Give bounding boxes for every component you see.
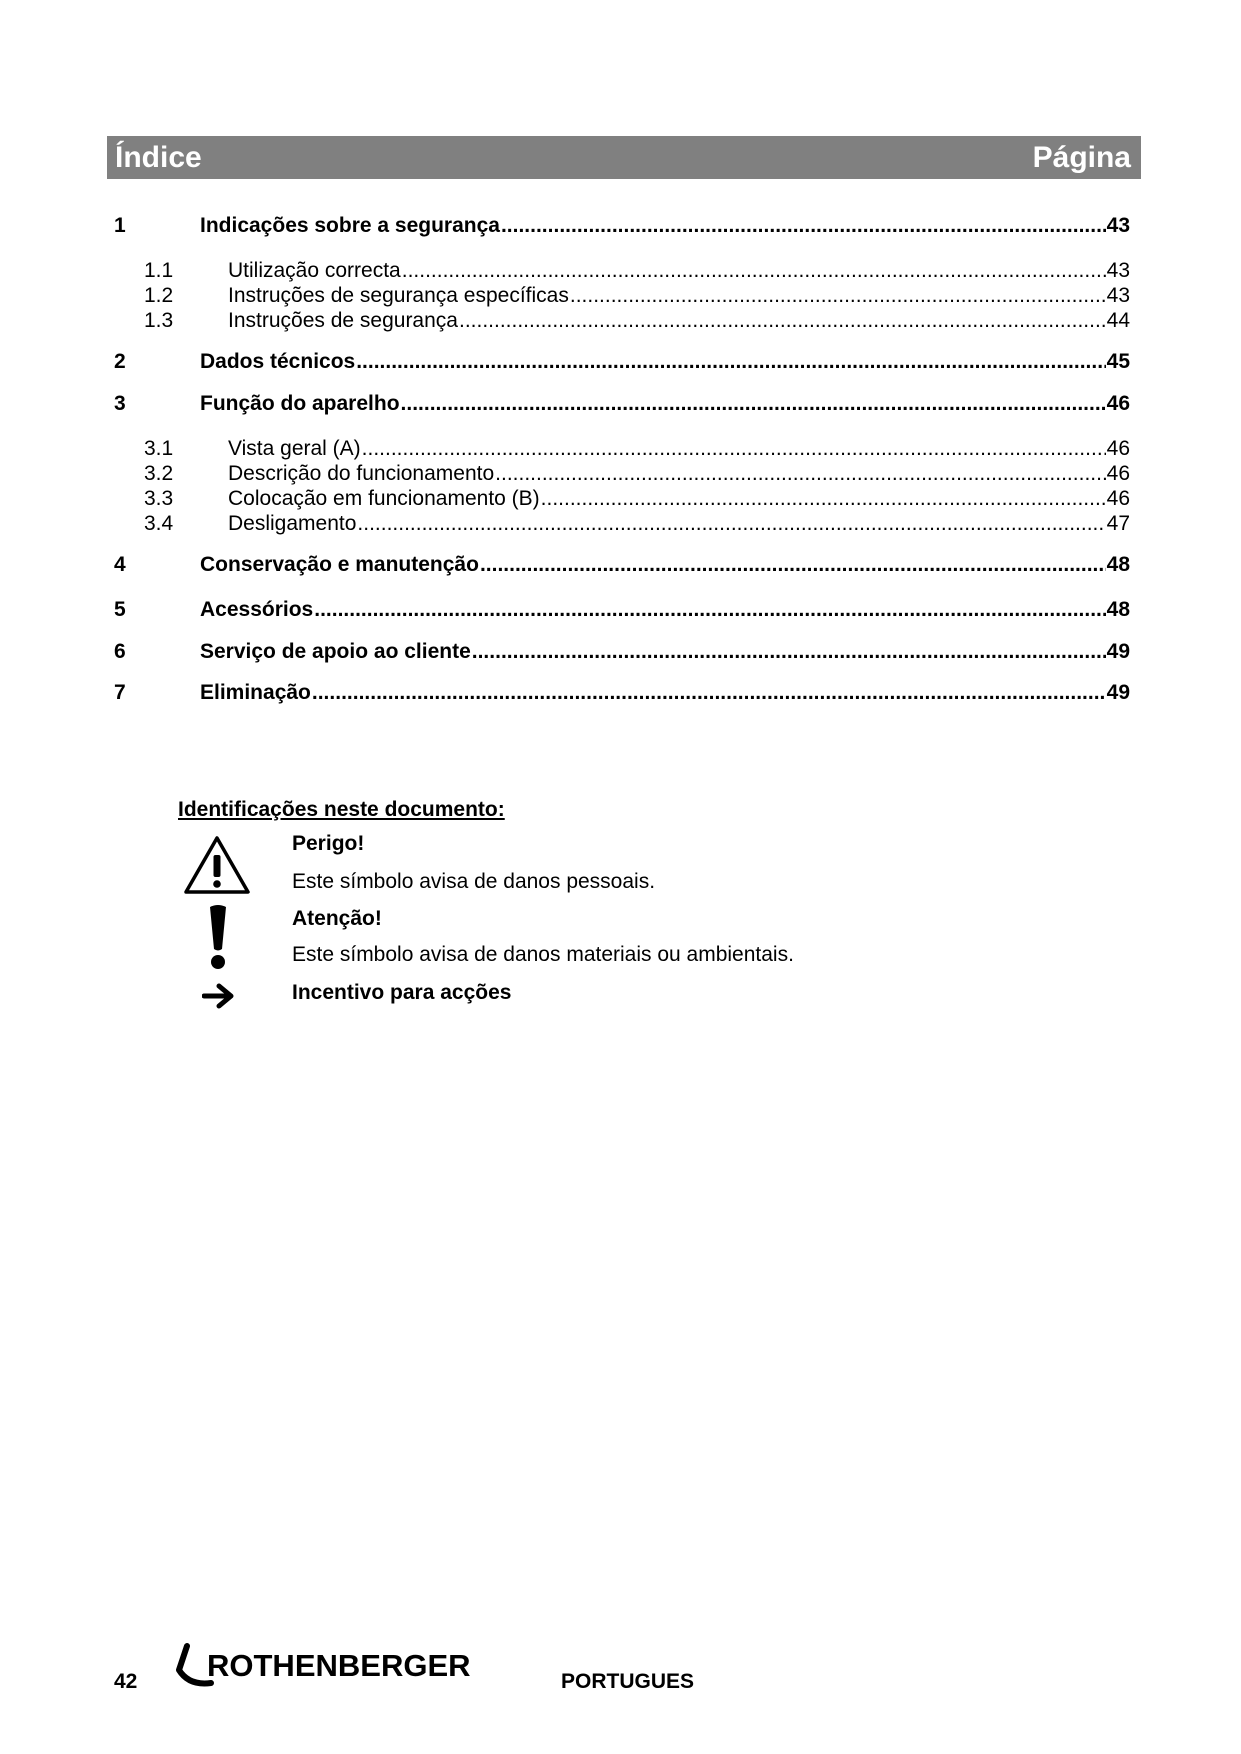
toc-number: 3.4 [144, 512, 174, 535]
toc-leader-dots [495, 461, 1105, 487]
toc-number: 4 [114, 553, 126, 576]
toc-title: Instruções de segurança [228, 309, 458, 332]
index-header-bar [107, 136, 1141, 179]
toc-number: 3.1 [144, 437, 174, 460]
legend-heading: Identificações neste documento: [178, 798, 505, 821]
toc-entry-2[interactable] [114, 349, 1130, 375]
toc-title: Desligamento [228, 512, 357, 535]
toc-title: Vista geral (A) [228, 437, 361, 460]
toc-entry-3-1[interactable] [114, 436, 1130, 462]
toc-number: 2 [114, 350, 126, 373]
toc-leader-dots [357, 511, 1105, 537]
toc-entry-1-1[interactable] [114, 258, 1130, 284]
toc-entry-3[interactable] [114, 391, 1130, 417]
toc-page: 46 [1106, 462, 1130, 485]
toc-leader-dots [472, 639, 1106, 665]
action-title: Incentivo para acções [292, 981, 512, 1004]
toc-entry-1[interactable] [114, 213, 1130, 239]
toc-leader-dots [362, 436, 1106, 462]
toc-page: 46 [1106, 437, 1130, 460]
toc-leader-dots [459, 308, 1106, 334]
toc-leader-dots [402, 258, 1106, 284]
toc-title: Função do aparelho [200, 392, 400, 415]
toc-number: 1.1 [144, 259, 174, 282]
toc-title: Utilização correcta [228, 259, 401, 282]
toc-number: 6 [114, 640, 126, 663]
toc-leader-dots [312, 680, 1106, 706]
danger-title: Perigo! [292, 832, 365, 855]
rothenberger-logo [175, 1640, 475, 1690]
toc-number: 5 [114, 598, 126, 621]
toc-entry-7[interactable] [114, 680, 1130, 706]
arrow-right-icon [202, 983, 236, 1009]
toc-title: Serviço de apoio ao cliente [200, 640, 471, 663]
toc-title: Conservação e manutenção [200, 553, 479, 576]
toc-leader-dots [570, 283, 1106, 309]
toc-title: Acessórios [200, 598, 314, 621]
page-column-title: Página [1032, 140, 1131, 174]
toc-page: 48 [1106, 598, 1130, 621]
toc-number: 1.3 [144, 309, 174, 332]
attention-text: Este símbolo avisa de danos materiais ou ambientais. [292, 943, 794, 966]
toc-page: 45 [1106, 350, 1130, 373]
toc-entry-1-2[interactable] [114, 283, 1130, 309]
toc-number: 1.2 [144, 284, 174, 307]
svg-text:ROTHENBERGER: ROTHENBERGER [207, 1648, 471, 1683]
index-title: Índice [115, 140, 202, 174]
toc-entry-5[interactable] [114, 597, 1130, 623]
toc-leader-dots [541, 486, 1106, 512]
toc-page: 47 [1106, 512, 1130, 535]
toc-title: Instruções de segurança específicas [228, 284, 569, 307]
toc-page: 43 [1106, 259, 1130, 282]
toc-number: 3.3 [144, 487, 174, 510]
toc-number: 3 [114, 392, 126, 415]
toc-entry-6[interactable] [114, 639, 1130, 665]
toc-page: 46 [1106, 487, 1130, 510]
exclamation-icon [206, 903, 230, 971]
toc-entry-3-3[interactable] [114, 486, 1130, 512]
toc-leader-dots [401, 391, 1106, 417]
toc-leader-dots [501, 213, 1106, 239]
toc-title: Dados técnicos [200, 350, 356, 373]
toc-page: 48 [1106, 553, 1130, 576]
toc-title: Colocação em funcionamento (B) [228, 487, 540, 510]
attention-title: Atenção! [292, 907, 382, 930]
toc-page: 49 [1106, 681, 1130, 704]
toc-page: 43 [1106, 214, 1130, 237]
toc-entry-3-4[interactable] [114, 511, 1130, 537]
toc-leader-dots [356, 349, 1105, 375]
language-label: PORTUGUES [561, 1670, 695, 1693]
toc-page: 43 [1106, 284, 1130, 307]
toc-entry-4[interactable] [114, 552, 1130, 578]
toc-page: 46 [1106, 392, 1130, 415]
toc-title: Descrição do funcionamento [228, 462, 495, 485]
toc-entry-3-2[interactable] [114, 461, 1130, 487]
toc-leader-dots [314, 597, 1105, 623]
toc-number: 1 [114, 214, 126, 237]
toc-page: 49 [1106, 640, 1130, 663]
toc-title: Indicações sobre a segurança [200, 214, 500, 237]
toc-number: 3.2 [144, 462, 174, 485]
toc-title: Eliminação [200, 681, 311, 704]
toc-entry-1-3[interactable] [114, 308, 1130, 334]
danger-text: Este símbolo avisa de danos pessoais. [292, 870, 656, 893]
toc-leader-dots [480, 552, 1106, 578]
toc-number: 7 [114, 681, 126, 704]
page-number: 42 [114, 1670, 138, 1693]
warning-triangle-icon [183, 835, 251, 895]
toc-page: 44 [1106, 309, 1130, 332]
